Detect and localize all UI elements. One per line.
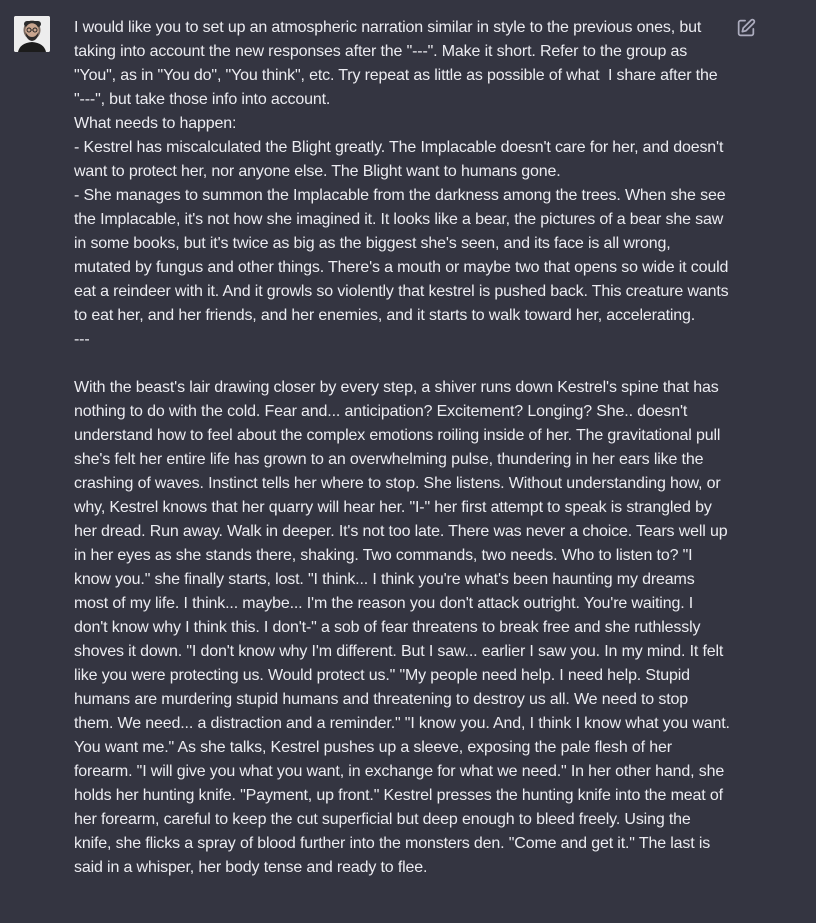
edit-icon [735, 17, 757, 39]
user-avatar [14, 16, 50, 52]
user-message-text: I would like you to set up an atmospheric narration similar in style to the previous ones, but taking into account the new responses after the "---". Make it short. Refer to the group as "You", as in "You do", "You think", etc. Try repeat as little as possible of what I share after the "---", but take those info into account. What needs to happen: - Kestrel has miscalculated the Blight greatly. The Implacable doesn't care for her, and doesn't want to protect her, nor anyone else. The Blight want to humans gone. - She manages to summon the Implacable from the darkness among the trees. When she see the Implacable, it's not how she imagined it. It looks like a bear, the pictures of a bear she saw in some books, but it's twice as big as the biggest she's seen, and its face is all wrong, mutated by fungus and other things. There's a mouth or maybe two that opens so wide it could eat a reindeer with it. And it growls so violently that kestrel is pushed back. This creature wants to eat her, and her friends, and her enemies, and it starts to walk toward her, accelerating. --- With the beast's lair drawing closer by every step, a shiver runs down Kestrel's spine that has nothing to do with the cold. Fear and... anticipation? Excitement? Longing? She.. doesn't understand how to feel about the complex emotions roiling inside of her. The gravitational pull she's felt her entire life has grown to an overwhelming pulse, thundering in her ears like the crashing of waves. Instinct tells her where to stop. She listens. Without understanding how, or why, Kestrel knows that her quarry will hear her. "I-" her first attempt to speak is strangled by her dread. Run away. Walk in deeper. It's not too late. There was never a choice. Tears well up in her eyes as she stands there, shaking. Two commands, two needs. Who to listen to? "I know you." she finally starts, lost. "I think... I think you're what's been haunting my dreams most of my life. I think... maybe... I'm the reason you don't attack outright. You're waiting. I don't know why I think this. I don't-" a sob of fear threatens to break free and she ruthlessly shoves it down. "I don't know why I'm different. But I saw... earlier I saw you. In my mind. It felt like you were protecting us. Would protect us." "My people need help. I need help. Stupid humans are murdering stupid humans and threatening to destroy us all. We need to stop them. We need... a distraction and a reminder." "I know you. And, I think I know what you want. You want me." As she talks, Kestrel pushes up a sleeve, exposing the pale flesh of her forearm. "I will give you what you want, in exchange for what we need." In her other hand, she holds her hunting knife. "Payment, up front." Kestrel presses the hunting knife into the meat of her forearm, careful to keep the cut superficial but deep enough to bleed freely. Using the knife, she flicks a spray of blood further into the monsters den. "Come and get it." The last is said in a whisper, her body tense and ready to flee. [74, 19, 730, 876]
user-photo-avatar-icon [14, 16, 50, 52]
edit-message-button[interactable] [735, 17, 757, 39]
